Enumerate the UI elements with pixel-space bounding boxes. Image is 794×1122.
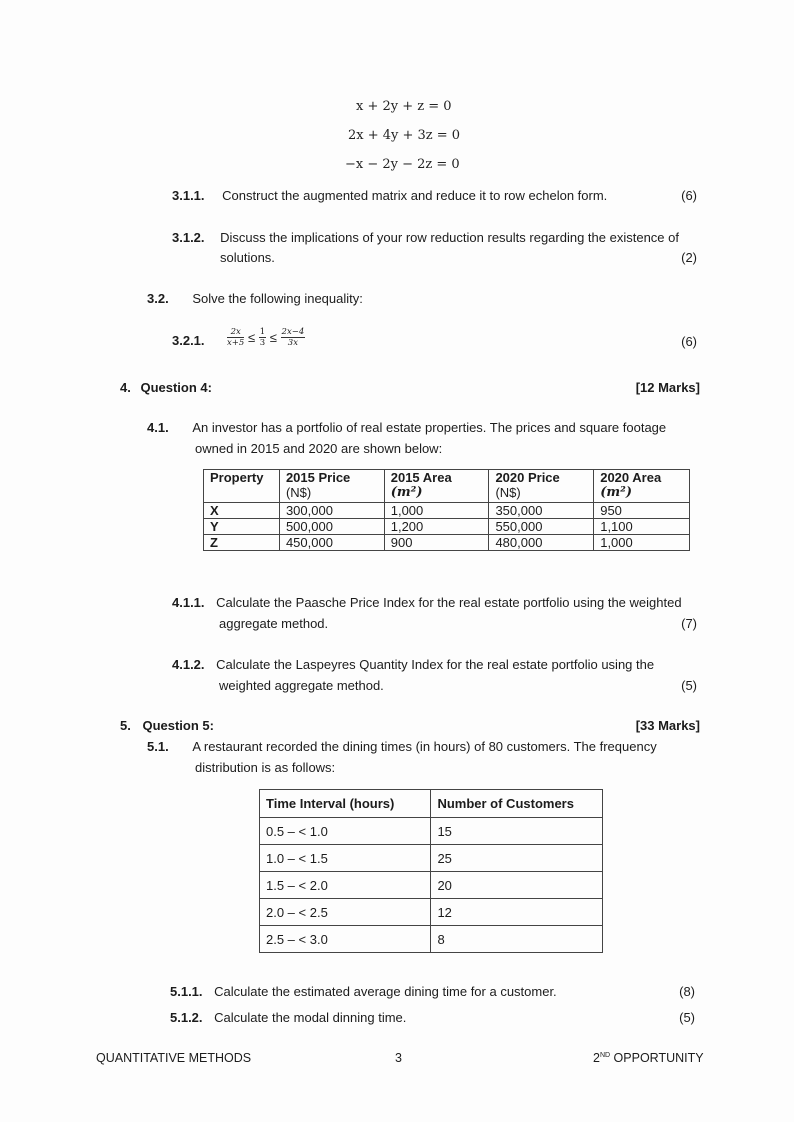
item-marks: (6)	[681, 188, 697, 203]
question-4-heading	[120, 380, 212, 395]
item-4-1-2	[172, 657, 654, 672]
subquestion-4-1	[147, 420, 666, 435]
item-number: 4.1.2.	[172, 657, 205, 672]
question-title: Question 5:	[142, 718, 214, 733]
subquestion-text-cont: distribution is as follows:	[195, 760, 336, 775]
item-text-cont: weighted aggregate method.	[219, 678, 384, 693]
subquestion-number: 4.1.	[147, 420, 169, 435]
table-header-row	[260, 790, 603, 818]
equation-3: −x − 2y − 2z = 0	[345, 157, 460, 172]
item-text: Construct the augmented matrix and reduce it to row echelon form.	[222, 188, 608, 203]
table-row: 2.5 – < 3.0 8	[260, 926, 603, 953]
header-2020-price: 2020 Price (N$)	[489, 470, 594, 503]
header-2020-area: 2020 Area (m²)	[594, 470, 690, 503]
footer-course-title: QUANTITATIVE METHODS	[96, 1051, 252, 1065]
item-marks: (5)	[681, 678, 697, 693]
subquestion-3-2	[147, 291, 363, 306]
fraction-2: $\frac{1}{3}$	[259, 327, 266, 348]
item-4-1-1	[172, 595, 682, 610]
subquestion-text: Solve the following inequality:	[192, 291, 363, 306]
question-marks: [12 Marks]	[635, 380, 700, 395]
item-marks: (5)	[679, 1010, 695, 1025]
header-time-interval: Time Interval (hours)	[260, 790, 431, 818]
footer-page-number: 3	[395, 1051, 402, 1065]
subquestion-number: 5.1.	[147, 739, 169, 754]
item-number: 5.1.1.	[170, 984, 203, 999]
subquestion-text: An investor has a portfolio of real estate properties. The prices and square footage	[192, 420, 667, 435]
item-text: Discuss the implications of your row reduction results regarding the existence of	[220, 230, 679, 245]
item-number: 3.1.1.	[172, 188, 205, 203]
table-row: 1.0 – < 1.5 25	[260, 845, 603, 872]
item-3-1-1	[172, 188, 607, 203]
header-2015-area: 2015 Area (m²)	[384, 470, 489, 503]
item-text: Calculate the estimated average dining time for a customer.	[214, 984, 557, 999]
item-3-1-2	[172, 230, 679, 245]
equation-2: 2x + 4y + 3z = 0	[348, 128, 461, 143]
item-text: Calculate the Laspeyres Quantity Index for the real estate portfolio using the	[216, 657, 655, 672]
item-text: Calculate the Paasche Price Index for the real estate portfolio using the weighted	[216, 595, 682, 610]
item-number: 3.2.1.	[172, 333, 205, 348]
item-text-cont: solutions.	[220, 250, 275, 265]
item-text: Calculate the modal dinning time.	[214, 1010, 407, 1025]
item-3-2-1	[172, 333, 205, 348]
table-row: 0.5 – < 1.0 15	[260, 818, 603, 845]
item-number: 3.1.2.	[172, 230, 205, 245]
question-5-heading	[120, 718, 214, 733]
question-number: 5.	[120, 718, 131, 733]
table-row: X 300,000 1,000 350,000 950	[204, 503, 690, 519]
table-row: Y 500,000 1,200 550,000 1,100	[204, 519, 690, 535]
question-number: 4.	[120, 380, 131, 395]
item-marks: (7)	[681, 616, 697, 631]
table-row: 1.5 – < 2.0 20	[260, 872, 603, 899]
table-row: 2.0 – < 2.5 12	[260, 899, 603, 926]
inequality-expression: $\frac{2x}{x+5}$ ≤ $\frac{1}{3}$ ≤ $\frac{2x-4}{3x}$	[227, 327, 305, 348]
item-number: 4.1.1.	[172, 595, 205, 610]
item-marks: (2)	[681, 250, 697, 265]
item-5-1-2	[170, 1010, 406, 1025]
fraction-3: $\frac{2x-4}{3x}$	[281, 327, 305, 348]
question-title: Question 4:	[140, 380, 212, 395]
item-5-1-1	[170, 984, 557, 999]
table-header-row	[204, 470, 690, 503]
subquestion-number: 3.2.	[147, 291, 169, 306]
subquestion-text: A restaurant recorded the dining times (in hours) of 80 customers. The frequency	[192, 739, 657, 754]
footer-opportunity: 2ND OPPORTUNITY	[593, 1051, 704, 1065]
header-property: Property	[204, 470, 280, 503]
item-text-cont: aggregate method.	[219, 616, 329, 631]
table-row: Z 450,000 900 480,000 1,000	[204, 535, 690, 551]
item-marks: (6)	[681, 334, 697, 349]
item-marks: (8)	[679, 984, 695, 999]
question-marks: [33 Marks]	[635, 718, 700, 733]
fraction-1: $\frac{2x}{x+5}$	[227, 327, 245, 348]
subquestion-text-cont: owned in 2015 and 2020 are shown below:	[195, 441, 443, 456]
subquestion-5-1	[147, 739, 657, 754]
property-table	[203, 469, 690, 551]
equation-1: x + 2y + z = 0	[356, 99, 452, 114]
item-number: 5.1.2.	[170, 1010, 203, 1025]
frequency-table	[259, 789, 603, 953]
header-number-of-customers: Number of Customers	[431, 790, 603, 818]
header-2015-price: 2015 Price (N$)	[279, 470, 384, 503]
